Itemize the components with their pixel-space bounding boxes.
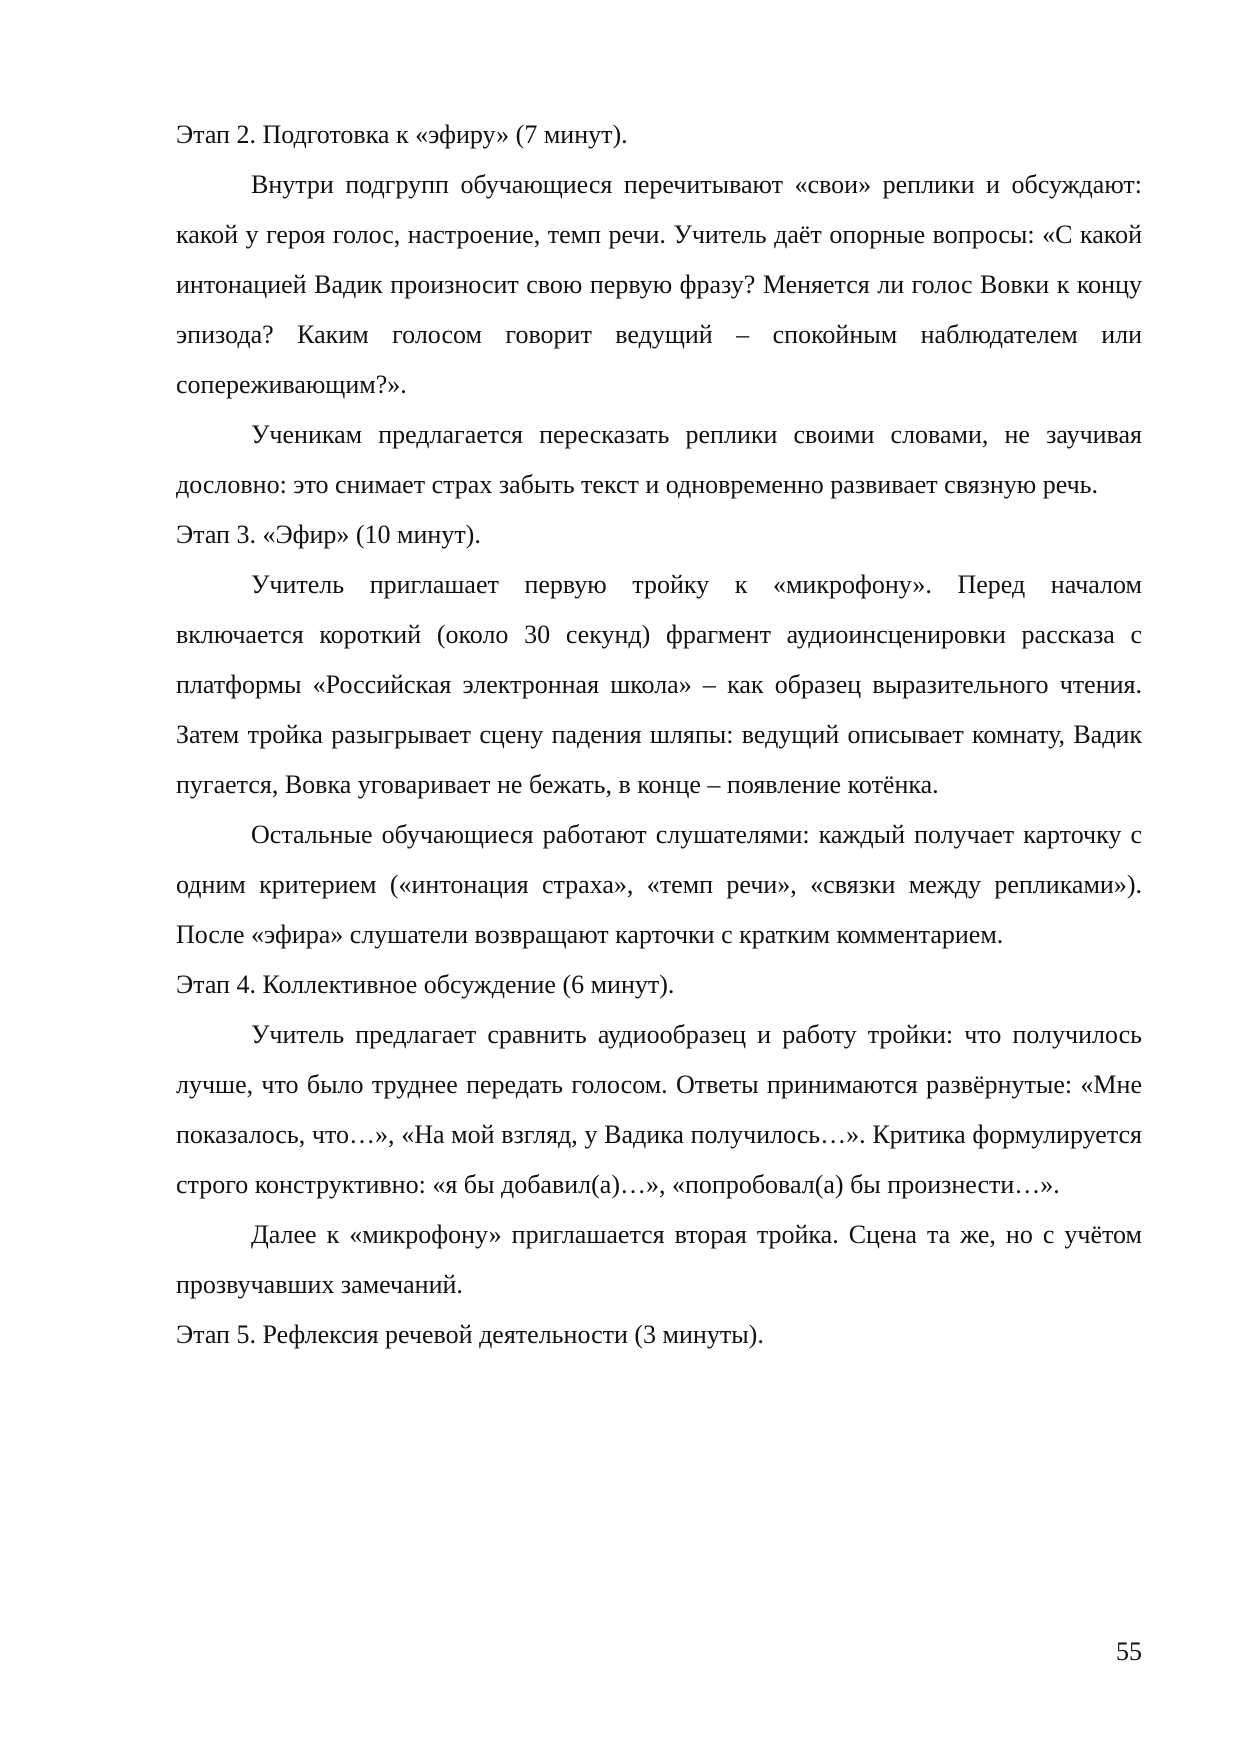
section-heading-stage-5: Этап 5. Рефлексия речевой деятельности (3 минуты). [176, 1320, 764, 1349]
paragraph-discussion: Учитель предлагает сравнить аудиообразец и работу тройки: что получилось лучше, что было труднее передать голосом. Ответы принимаются развёрнутые: «Мне показалось, что…», «На мой взгляд, у Вадика получилось…». Критика формулируется строго конструктивно: «я бы добавил(а)…», «попробовал(а) бы произнести…». [176, 1020, 1142, 1199]
paragraph-broadcast: Учитель приглашает первую тройку к «микрофону». Перед началом включается короткий (около 30 секунд) фрагмент аудиоинсценировки рассказа с платформы «Российская электронная школа» – как образец выразительного чтения. Затем тройка разыгрывает сцену падения шляпы: ведущий описывает комнату, Вадик пугается, Вовка уговаривает не бежать, в конце – появление котёнка. [176, 570, 1142, 799]
page-number: 55 [1116, 1637, 1142, 1666]
paragraph-listeners: Остальные обучающиеся работают слушателями: каждый получает карточку с одним критерием («интонация страха», «темп речи», «связки между репликами»). После «эфира» слушатели возвращают карточки с кратким комментарием. [176, 820, 1142, 949]
paragraph-preparation: Внутри подгрупп обучающиеся перечитывают «свои» реплики и обсуждают: какой у героя голос, настроение, темп речи. Учитель даёт опорные вопросы: «С какой интонацией Вадик произносит свою первую фразу? Меняется ли голос Вовки к концу эпизода? Каким голосом говорит ведущий – спокойным наблюдателем или сопереживающим?». [176, 170, 1142, 399]
section-heading-stage-2: Этап 2. Подготовка к «эфиру» (7 минут). [176, 120, 628, 149]
page-body [176, 110, 1142, 1360]
section-heading-stage-3: Этап 3. «Эфир» (10 минут). [176, 520, 481, 549]
paragraph-second-trio: Далее к «микрофону» приглашается вторая тройка. Сцена та же, но с учётом прозвучавших замечаний. [176, 1220, 1142, 1299]
paragraph-retelling: Ученикам предлагается пересказать реплики своими словами, не заучивая дословно: это снимает страх забыть текст и одновременно развивает связную речь. [176, 420, 1142, 499]
section-heading-stage-4: Этап 4. Коллективное обсуждение (6 минут). [176, 970, 675, 999]
